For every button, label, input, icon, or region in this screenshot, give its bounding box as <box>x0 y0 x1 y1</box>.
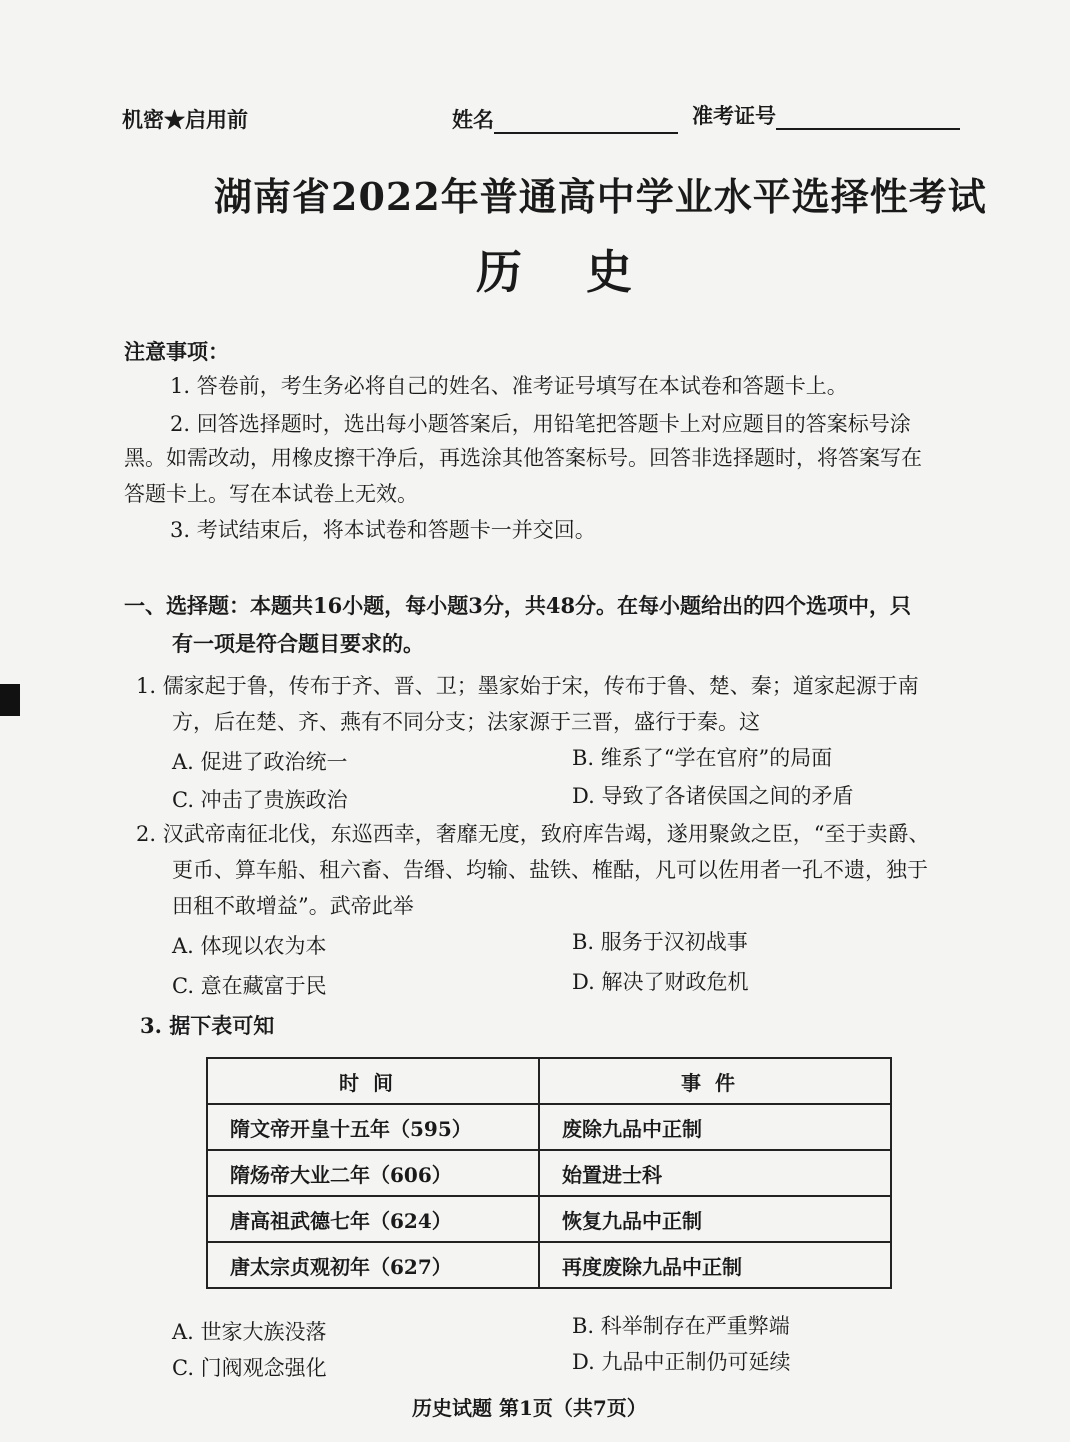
note-3: 3. 考试结束后，将本试卷和答题卡一并交回。 <box>170 518 596 542</box>
table-header-row <box>207 1058 891 1104</box>
q3-option-b: B. 科举制存在严重弊端 <box>572 1314 790 1338</box>
scan-edge-mark <box>0 684 20 716</box>
ticket-blank <box>776 106 960 130</box>
q3-option-d: D. 九品中正制仍可延续 <box>572 1350 791 1374</box>
section-heading-line2: 有一项是符合题目要求的。 <box>172 631 424 656</box>
subject-title: 历史 <box>476 245 696 299</box>
q1-stem-line1: 1. 儒家起于鲁，传布于齐、晋、卫；墨家始于宋，传布于鲁、楚、秦；道家起源于南 <box>136 674 919 698</box>
q1-option-d: D. 导致了各诸侯国之间的矛盾 <box>572 784 854 808</box>
note-2-line3: 答题卡上。写在本试卷上无效。 <box>124 482 418 506</box>
cell-event: 恢复九品中正制 <box>539 1196 891 1242</box>
table-row <box>207 1196 891 1242</box>
cell-time: 唐高祖武德七年（624） <box>207 1196 539 1242</box>
q2-option-d: D. 解决了财政危机 <box>572 970 749 994</box>
q2-stem-line1: 2. 汉武帝南征北伐，东巡西幸，奢靡无度，致府库告竭，遂用聚敛之臣，“至于卖爵、 <box>136 822 930 846</box>
table-row <box>207 1150 891 1196</box>
cell-event: 废除九品中正制 <box>539 1104 891 1150</box>
q2-stem-line3: 田租不敢增益”。武帝此举 <box>172 894 414 918</box>
table-row <box>207 1242 891 1288</box>
q3-stem: 3. 据下表可知 <box>140 1013 275 1038</box>
cell-time: 隋炀帝大业二年（606） <box>207 1150 539 1196</box>
q3-option-c: C. 门阀观念强化 <box>172 1356 327 1380</box>
cell-time: 隋文帝开皇十五年（595） <box>207 1104 539 1150</box>
note-2-line2: 黑。如需改动，用橡皮擦干净后，再选涂其他答案标号。回答非选择题时，将答案写在 <box>124 446 922 470</box>
q1-option-b: B. 维系了“学在官府”的局面 <box>572 746 833 770</box>
cell-event: 始置进士科 <box>539 1150 891 1196</box>
page-footer: 历史试题 第1页（共7页） <box>412 1396 647 1420</box>
name-field <box>452 104 678 134</box>
q2-option-c: C. 意在藏富于民 <box>172 974 327 998</box>
confidential-label: 机密★启用前 <box>122 107 248 132</box>
ticket-field <box>692 100 960 130</box>
cell-event: 再度废除九品中正制 <box>539 1242 891 1288</box>
q1-option-a: A. 促进了政治统一 <box>172 750 348 774</box>
events-table <box>206 1057 892 1289</box>
table-row <box>207 1104 891 1150</box>
note-1: 1. 答卷前，考生务必将自己的姓名、准考证号填写在本试卷和答题卡上。 <box>170 374 848 398</box>
q2-option-b: B. 服务于汉初战事 <box>572 930 748 954</box>
q2-stem-line2: 更币、算车船、租六畜、告缗、均输、盐铁、榷酤，凡可以佐用者一孔不遗，独于 <box>172 858 928 882</box>
name-label: 姓名 <box>452 107 494 132</box>
header-event: 事件 <box>539 1058 891 1104</box>
exam-title: 湖南省2022年普通高中学业水平选择性考试 <box>214 174 987 219</box>
note-2-line1: 2. 回答选择题时，选出每小题答案后，用铅笔把答题卡上对应题目的答案标号涂 <box>170 412 911 436</box>
notes-heading: 注意事项： <box>124 339 229 364</box>
section-heading-line1: 一、选择题：本题共16小题，每小题3分，共48分。在每小题给出的四个选项中，只 <box>124 593 912 618</box>
header-time: 时间 <box>207 1058 539 1104</box>
q1-stem-line2: 方，后在楚、齐、燕有不同分支；法家源于三晋，盛行于秦。这 <box>172 710 760 734</box>
q2-option-a: A. 体现以农为本 <box>172 934 327 958</box>
q3-option-a: A. 世家大族没落 <box>172 1320 327 1344</box>
name-blank <box>494 110 678 134</box>
cell-time: 唐太宗贞观初年（627） <box>207 1242 539 1288</box>
ticket-label: 准考证号 <box>692 103 776 128</box>
q1-option-c: C. 冲击了贵族政治 <box>172 788 348 812</box>
